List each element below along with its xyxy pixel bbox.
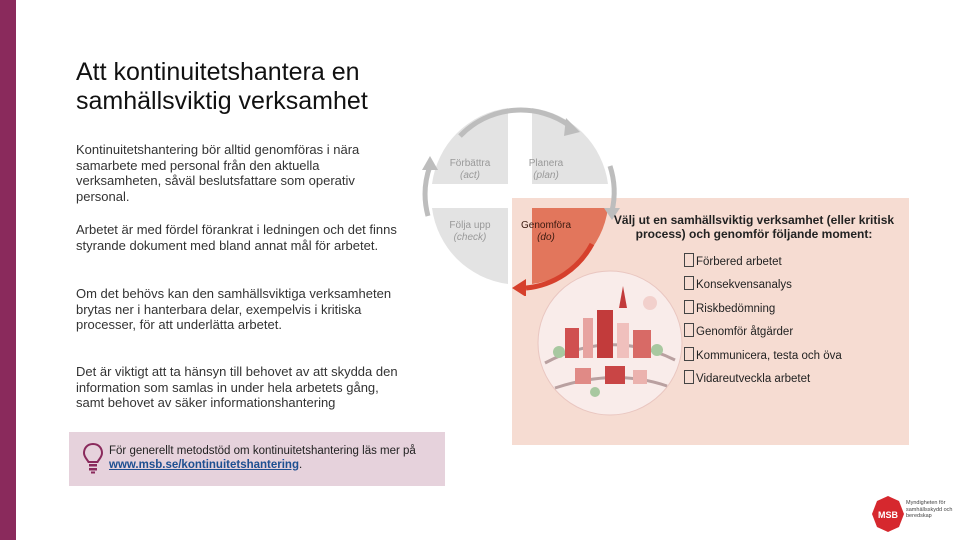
label-act: [430, 158, 510, 182]
task-step-label: Riskbedömning: [696, 302, 776, 315]
label-plan: [506, 158, 586, 182]
task-step-list: [684, 253, 842, 393]
info-box: [69, 432, 445, 486]
paragraph-information: Det är viktigt att ta hänsyn till behovet av att skydda den information som samlas in under hela arbetets gång, samt behovet av säker informationshantering: [76, 364, 398, 410]
pdca-cycle-diagram: [420, 96, 620, 296]
page-title: Att kontinuitetshantera en samhällsviktig verksamhet: [76, 58, 368, 115]
lightbulb-icon: [81, 442, 105, 474]
label-do-name: Genomföra: [520, 220, 572, 231]
task-step: [684, 300, 842, 323]
arrow-right: [610, 166, 614, 211]
label-do: [506, 220, 586, 244]
info-sentence: För generellt metodstöd om kontinuitetshantering läs mer på: [109, 445, 416, 457]
task-title: Välj ut en samhällsviktig verksamhet (eller kritisk process) och genomför följande moment:: [613, 213, 895, 241]
task-step-label: Vidareutveckla arbetet: [696, 372, 811, 385]
task-step: [684, 370, 842, 393]
label-check-sub: (check): [453, 232, 487, 243]
label-plan-sub: (plan): [533, 170, 559, 181]
task-step: [684, 276, 842, 299]
paragraph-breakdown: Om det behövs kan den samhällsviktiga verksamheten brytas ner i hanterbara delar, exempelvis i kritiska processer, för att underlätta arbetet.: [76, 286, 392, 332]
task-step: [684, 347, 842, 370]
task-step-label: Genomför åtgärder: [696, 326, 794, 339]
checkbox-icon[interactable]: [684, 276, 694, 290]
arrow-bottom-head: [512, 279, 526, 296]
label-check: [430, 220, 510, 244]
checkbox-icon[interactable]: [684, 370, 694, 384]
task-step-label: Konsekvensanalys: [696, 279, 792, 292]
info-suffix: .: [299, 459, 303, 471]
task-step: [684, 323, 842, 346]
checkbox-icon[interactable]: [684, 347, 694, 361]
label-act-sub: (act): [460, 170, 480, 181]
paragraph-collaboration: Kontinuitetshantering bör alltid genomföras i nära samarbete med personal från den aktuella verksamheten, såväl beslutsfattare som operativ personal.: [76, 142, 360, 204]
paragraph-management: Arbetet är med fördel förankrat i ledningen och det finns styrande dokument med bland annat mål för arbetet.: [76, 222, 397, 253]
label-act-name: Förbättra: [449, 158, 491, 169]
city-illustration: [535, 268, 685, 418]
label-check-name: Följa upp: [449, 220, 491, 231]
info-text: [109, 444, 439, 472]
checkbox-icon[interactable]: [684, 300, 694, 314]
checkbox-icon[interactable]: [684, 323, 694, 337]
accent-sidebar: [0, 0, 16, 540]
msb-continuity-link[interactable]: www.msb.se/kontinuitetshantering: [109, 459, 299, 471]
label-plan-name: Planera: [528, 158, 564, 169]
label-do-sub: (do): [537, 232, 555, 243]
task-step-label: Förbered arbetet: [696, 256, 782, 268]
msb-logo-letters: MSB: [878, 510, 898, 520]
msb-logo-text: Myndigheten för samhällsskydd och beredskap: [906, 500, 953, 519]
task-step-label: Kommunicera, testa och öva: [696, 349, 842, 362]
task-step: [684, 253, 842, 276]
checkbox-icon[interactable]: [684, 253, 694, 267]
